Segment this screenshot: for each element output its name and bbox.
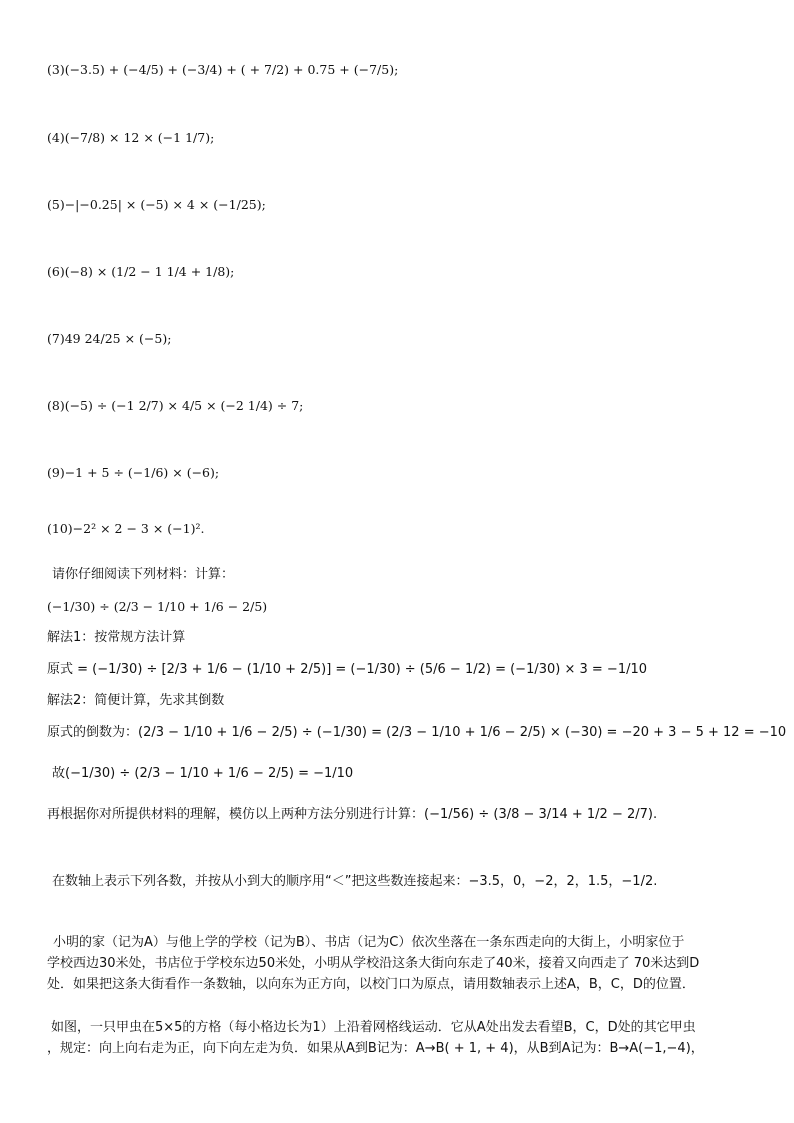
beetle-line-2: ，规定：向上向右走为正，向下向左走为负．如果从A到B记为：A→B( + 1, + 4)，从B到A记为：B→A(−1,−4)，	[47, 1041, 704, 1056]
material-task: 再根据你对所提供材料的理解，模仿以上两种方法分别进行计算：(−1/56) ÷ (3/8 − 3/14 + 1/2 − 2/7).	[47, 807, 658, 822]
problem-9: (9)−1 + 5 ÷ (−1/6) × (−6);	[47, 465, 220, 480]
method1-work: 原式 = (−1/30) ÷ [2/3 + 1/6 − (1/10 + 2/5)] = (−1/30) ÷ (5/6 − 1/2) = (−1/30) × 3 = −1/10	[47, 662, 648, 677]
method1-title: 解法1：按常规方法计算	[47, 630, 186, 645]
numberline-question: 在数轴上表示下列各数，并按从小到大的顺序用“＜”把这些数连接起来：−3.5，0，−2，2，1.5，−1/2.	[52, 874, 658, 889]
method2-work: 原式的倒数为：(2/3 − 1/10 + 1/6 − 2/5) ÷ (−1/30) = (2/3 − 1/10 + 1/6 − 2/5) × (−30) = −20 + 3 − 5 + 12 = −10	[47, 725, 787, 740]
beetle-question	[47, 1017, 747, 1059]
material-conclusion: 故(−1/30) ÷ (2/3 − 1/10 + 1/6 − 2/5) = −1/10	[52, 766, 354, 781]
material-intro: 请你仔细阅读下列材料：计算：	[52, 567, 235, 582]
problem-3: (3)(−3.5) + (−4/5) + (−3/4) + ( + 7/2) + 0.75 + (−7/5);	[47, 62, 399, 77]
method2-title: 解法2：简便计算，先求其倒数	[47, 693, 225, 708]
xiaoming-line-2: 学校西边30米处，书店位于学校东边50米处，小明从学校沿这条大街向东走了40米，接着又向西走了 70米达到D	[47, 956, 700, 971]
problem-7: (7)49 24/25 × (−5);	[47, 331, 172, 346]
problem-5: (5)−|−0.25| × (−5) × 4 × (−1/25);	[47, 197, 266, 212]
beetle-line-1: 如图，一只甲虫在5×5的方格（每小格边长为1）上沿着网格线运动．它从A处出发去看望B，C，D处的其它甲虫	[51, 1020, 696, 1035]
problem-10: (10)−2² × 2 − 3 × (−1)².	[47, 521, 205, 536]
xiaoming-question	[47, 932, 747, 995]
material-expression: (−1/30) ÷ (2/3 − 1/10 + 1/6 − 2/5)	[47, 599, 268, 614]
xiaoming-line-1: 小明的家（记为A）与他上学的学校（记为B）、书店（记为C）依次坐落在一条东西走向的大街上，小明家位于	[53, 935, 685, 950]
xiaoming-line-3: 处．如果把这条大街看作一条数轴，以向东为正方向，以校门口为原点，请用数轴表示上述A，B，C，D的位置．	[47, 977, 695, 992]
problem-4: (4)(−7/8) × 12 × (−1 1/7);	[47, 130, 215, 145]
problem-8: (8)(−5) ÷ (−1 2/7) × 4/5 × (−2 1/4) ÷ 7;	[47, 398, 304, 413]
problem-6: (6)(−8) × (1/2 − 1 1/4 + 1/8);	[47, 264, 235, 279]
